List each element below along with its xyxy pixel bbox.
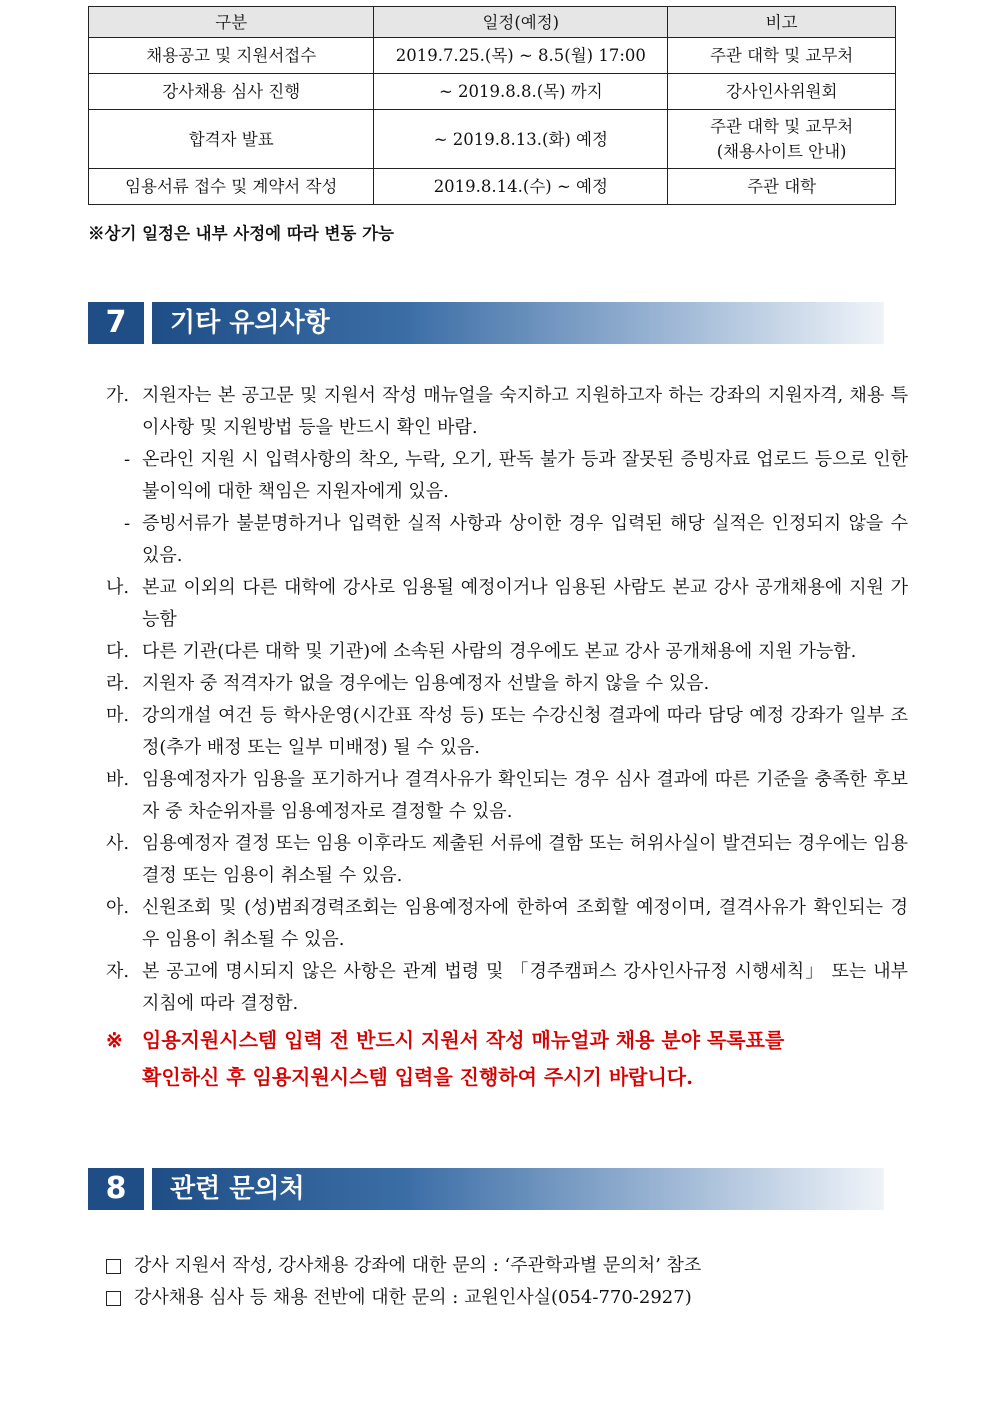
table-row [89,110,896,169]
list-item [106,892,908,956]
item-marker: 바. [106,769,130,790]
header-schedule: 일정(예정) [374,7,668,38]
item-text: 본교 이외의 다른 대학에 강사로 임용될 예정이거나 임용된 사람도 본교 강사 공개채용에 지원 가능함 [142,577,908,630]
contact-text: 강사채용 심사 등 채용 전반에 대한 문의 : 교원인사실(054-770-2927) [134,1287,692,1308]
warning-marker: ※ [106,1028,123,1052]
table-row [89,74,896,110]
contact-text: 강사 지원서 작성, 강사채용 강좌에 대한 문의 : ‘주관학과별 문의처’ 참조 [134,1255,702,1276]
cell-category: 임용서류 접수 및 계약서 작성 [89,169,374,205]
item-text: 임용예정자 결정 또는 임용 이후라도 제출된 서류에 결함 또는 허위사실이 발견되는 경우에는 임용결정 또는 임용이 취소될 수 있음. [142,833,908,886]
item-text: 다른 기관(다른 대학 및 기관)에 소속된 사람의 경우에도 본교 강사 공개채용에 지원 가능함. [142,641,857,662]
warning-line-2: 확인하신 후 임용지원시스템 입력을 진행하여 주시기 바랍니다. [142,1065,694,1089]
contact-item [106,1250,906,1282]
list-item [106,380,908,444]
item-marker: - [124,449,131,470]
item-marker: - [124,513,131,534]
warning-line-1: 임용지원시스템 입력 전 반드시 지원서 작성 매뉴얼과 채용 분야 목록표를 [142,1028,785,1052]
list-item [106,956,908,1020]
table-header-row [89,7,896,38]
section-title: 기타 유의사항 [170,308,330,338]
cell-remarks-line2: (채용사이트 안내) [716,142,847,161]
table-row [89,38,896,74]
item-marker: 라. [106,673,130,694]
sub-item [124,444,908,508]
item-text: 강의개설 여건 등 학사운영(시간표 작성 등) 또는 수강신청 결과에 따라 담당 예정 강좌가 일부 조정(추가 배정 또는 일부 미배정) 될 수 있음. [142,705,908,758]
item-text: 지원자는 본 공고문 및 지원서 작성 매뉴얼을 숙지하고 지원하고자 하는 강좌의 지원자격, 채용 특이사항 및 지원방법 등을 반드시 확인 바람. [142,385,908,438]
schedule-note: ※상기 일정은 내부 사정에 따라 변동 가능 [88,224,394,243]
item-marker: 다. [106,641,130,662]
header-remarks: 비고 [668,7,896,38]
cell-schedule: 2019.7.25.(목) ~ 8.5(월) 17:00 [374,38,668,74]
list-item [106,572,908,636]
item-marker: 아. [106,897,130,918]
cell-category: 합격자 발표 [89,110,374,169]
item-text: 온라인 지원 시 입력사항의 착오, 누락, 오기, 판독 불가 등과 잘못된 증빙자료 업로드 등으로 인한 불이익에 대한 책임은 지원자에게 있음. [142,449,908,502]
list-item [106,764,908,828]
list-item [106,828,908,892]
contact-item [106,1282,906,1314]
section-number: 7 [88,302,144,344]
cell-category: 채용공고 및 지원서접수 [89,38,374,74]
item-text: 본 공고에 명시되지 않은 사항은 관계 법령 및 「경주캠퍼스 강사인사규정 시행세칙」 또는 내부 지침에 따라 결정함. [142,961,908,1014]
cell-remarks: 주관 대학 [668,169,896,205]
cell-remarks [668,110,896,169]
section-8-header [88,1168,884,1210]
section-7-header [88,302,884,344]
cell-remarks-line1: 주관 대학 및 교무처 [709,117,854,136]
item-marker: 나. [106,577,130,598]
cell-schedule: ~ 2019.8.8.(목) 까지 [374,74,668,110]
list-item [106,636,908,668]
cell-schedule: ~ 2019.8.13.(화) 예정 [374,110,668,169]
item-text: 증빙서류가 불분명하거나 입력한 실적 사항과 상이한 경우 입력된 해당 실적은 인정되지 않을 수 있음. [142,513,908,566]
section-title: 관련 문의처 [170,1174,305,1204]
section-number: 8 [88,1168,144,1210]
item-text: 지원자 중 적격자가 없을 경우에는 임용예정자 선발을 하지 않을 수 있음. [142,673,710,694]
item-text: 임용예정자가 임용을 포기하거나 결격사유가 확인되는 경우 심사 결과에 따른 기준을 충족한 후보자 중 차순위자를 임용예정자로 결정할 수 있음. [142,769,908,822]
item-marker: 가. [106,385,130,406]
cell-remarks: 강사인사위원회 [668,74,896,110]
cell-category: 강사채용 심사 진행 [89,74,374,110]
warning-notice [106,1022,908,1096]
item-marker: 마. [106,705,130,726]
item-marker: 자. [106,961,130,982]
header-category: 구분 [89,7,374,38]
item-text: 신원조회 및 (성)범죄경력조회는 임용예정자에 한하여 조회할 예정이며, 결격사유가 확인되는 경우 임용이 취소될 수 있음. [142,897,908,950]
contact-list [106,1250,906,1314]
checkbox-square-icon [106,1291,121,1306]
sub-item [124,508,908,572]
cell-remarks: 주관 대학 및 교무처 [668,38,896,74]
table-row [89,169,896,205]
list-item [106,700,908,764]
schedule-table [88,6,896,205]
checkbox-square-icon [106,1259,121,1274]
list-item [106,668,908,700]
cell-schedule: 2019.8.14.(수) ~ 예정 [374,169,668,205]
notice-list [106,380,908,1096]
item-marker: 사. [106,833,130,854]
